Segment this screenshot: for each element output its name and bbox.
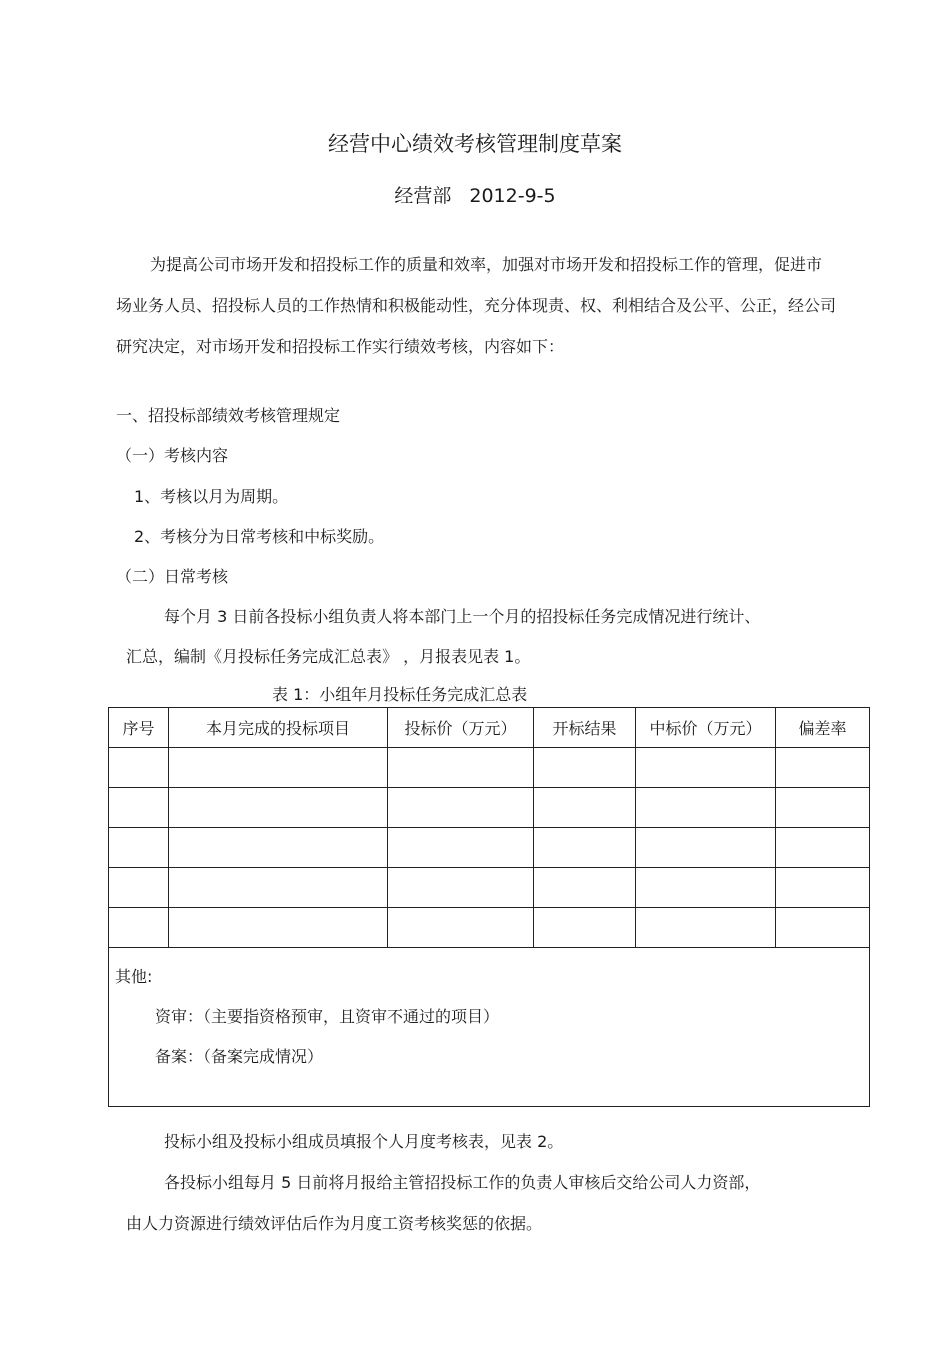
table-cell	[636, 908, 776, 948]
table-cell	[388, 868, 534, 908]
table-caption: 表 1：小组年月投标任务完成汇总表	[272, 685, 528, 704]
section-heading: 一、招投标部绩效考核管理规定	[116, 406, 341, 425]
table-header-cell: 投标价（万元）	[388, 708, 534, 748]
table-cell	[776, 828, 870, 868]
other-label: 其他:	[115, 967, 153, 986]
table-cell	[776, 788, 870, 828]
summary-table	[108, 707, 870, 1107]
subsection-heading: （二）日常考核	[116, 567, 229, 586]
table-row	[109, 788, 870, 828]
list-item: 1、考核以月为周期。	[134, 487, 289, 506]
table-cell	[776, 908, 870, 948]
table-header-cell: 偏差率	[776, 708, 870, 748]
table-cell	[636, 868, 776, 908]
table-row	[109, 828, 870, 868]
body-text: 各投标小组每月 5 日前将月报给主管招投标工作的负责人审核后交给公司人力资部，	[164, 1173, 761, 1192]
table-row	[109, 868, 870, 908]
table-cell	[636, 748, 776, 788]
table-header-cell: 序号	[109, 708, 169, 748]
table-cell	[388, 908, 534, 948]
table-cell	[534, 828, 636, 868]
table-cell	[169, 828, 388, 868]
table-cell	[109, 748, 169, 788]
table-cell	[636, 828, 776, 868]
table-cell	[534, 748, 636, 788]
table-header-cell: 开标结果	[534, 708, 636, 748]
table-header-cell: 中标价（万元）	[636, 708, 776, 748]
table-header-row	[109, 708, 870, 748]
table-cell	[388, 828, 534, 868]
body-text: 由人力资源进行绩效评估后作为月度工资考核奖惩的依据。	[126, 1214, 543, 1233]
intro-paragraph: 为提高公司市场开发和招投标工作的质量和效率，加强对市场开发和招投标工作的管理，促进市场业务人员、招投标人员的工作热情和积极能动性，充分体现责、权、利相结合及公平、公正，经公司研究决定，对市场开发和招投标工作实行绩效考核，内容如下：	[116, 255, 837, 356]
table-row	[109, 908, 870, 948]
table-cell	[109, 788, 169, 828]
table-row	[109, 748, 870, 788]
table-cell	[388, 748, 534, 788]
table-cell	[169, 748, 388, 788]
document-subtitle	[0, 181, 950, 208]
table-cell	[169, 868, 388, 908]
table-cell	[109, 908, 169, 948]
body-text: 每个月 3 日前各投标小组负责人将本部门上一个月的招投标任务完成情况进行统计、	[164, 607, 761, 626]
table-cell	[776, 868, 870, 908]
table-cell	[109, 868, 169, 908]
department-name: 经营部	[394, 185, 452, 207]
table-cell	[169, 908, 388, 948]
other-notes-cell	[109, 948, 870, 1107]
table-header-cell: 本月完成的投标项目	[169, 708, 388, 748]
table-cell	[776, 748, 870, 788]
subsection-heading: （一）考核内容	[116, 446, 229, 465]
table-cell	[534, 908, 636, 948]
list-item: 2、考核分为日常考核和中标奖励。	[134, 527, 385, 546]
table-cell	[169, 788, 388, 828]
document-title: 经营中心绩效考核管理制度草案	[328, 132, 622, 156]
document-date: 2012-9-5	[469, 185, 556, 207]
table-cell	[388, 788, 534, 828]
table-body	[109, 748, 870, 948]
table-cell	[636, 788, 776, 828]
table-cell	[534, 788, 636, 828]
other-item: 资审：（主要指资格预审，且资审不通过的项目）	[155, 1007, 500, 1026]
table-other-row	[109, 948, 870, 1107]
table-cell	[534, 868, 636, 908]
other-item: 备案：（备案完成情况）	[155, 1047, 324, 1066]
body-text: 投标小组及投标小组成员填报个人月度考核表，见表 2。	[164, 1132, 564, 1151]
body-text: 汇总，编制《月投标任务完成汇总表》 ，月报表见表 1。	[126, 647, 531, 666]
table-cell	[109, 828, 169, 868]
